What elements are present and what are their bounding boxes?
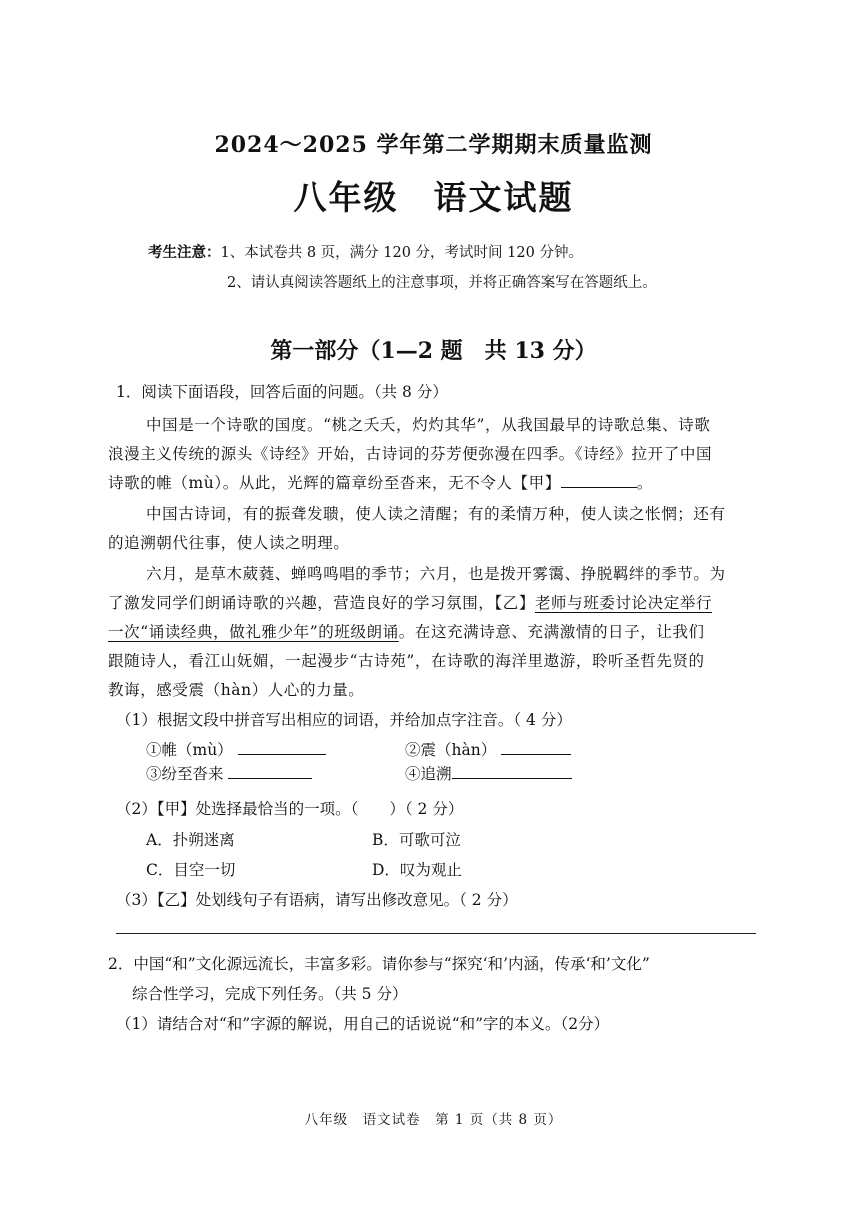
q2-sub-1: （1）请结合对“和”字源的解说，用自己的话说说“和”字的本义。（2分）	[116, 1015, 610, 1033]
blank-jia[interactable]	[561, 473, 637, 488]
answer-line[interactable]	[116, 933, 756, 934]
q1-sub-1-item-a-label: ①帷（mù）	[146, 741, 233, 759]
q1-paragraph-3-line-4: 跟随诗人，看江山妩媚，一起漫步“古诗苑”，在诗歌的海洋里遨游，聆听圣哲先贤的	[108, 652, 705, 670]
option-b: B．可歌可泣	[372, 831, 461, 849]
q1-paragraph-3-line-2	[108, 591, 712, 613]
q1-paragraph-2-line-1: 中国古诗词，有的振聋发聩，使人读之清醒；有的柔情万种，使人读之怅惘；还有	[146, 505, 726, 523]
exam-title-term: 2024～2025 学年第二学期期末质量监测	[214, 132, 653, 158]
q1-sub-1: （1）根据文段中拼音写出相应的词语，并给加点字注音。（ 4 分）	[116, 711, 572, 729]
q1-sub-3: （3）【乙】处划线句子有语病，请写出修改意见。（ 2 分）	[116, 891, 518, 909]
q1-sub-1-item-b-label: ②震（hàn）	[405, 741, 497, 759]
q1-sub-1-item-b	[405, 738, 571, 760]
notice-item-2: 2、请认真阅读答题纸上的注意事项，并将正确答案写在答题纸上。	[227, 275, 657, 291]
underlined-sentence-part-2: 一次“诵读经典，做礼雅少年”的班级朗诵	[108, 623, 399, 641]
answer-blank-b[interactable]	[501, 740, 571, 755]
q1-paragraph-1-line-2: 浪漫主义传统的源头《诗经》开始，古诗词的芬芳便弥漫在四季。《诗经》拉开了中国	[108, 445, 713, 463]
q1-paragraph-3-line-3-text: 。在这充满诗意、充满激情的日子，让我们	[398, 623, 705, 641]
option-c: C．目空一切	[146, 861, 236, 879]
q1-paragraph-2-line-2: 的追溯朝代往事，使人读之明理。	[108, 534, 350, 552]
q1-paragraph-3-line-1: 六月，是草木葳蕤、蝉鸣鸣唱的季节；六月，也是拨开雾霭、挣脱羁绊的季节。为	[146, 565, 726, 583]
q1-paragraph-3-line-3	[108, 620, 705, 642]
exam-title-subject: 八年级 语文试题	[293, 178, 574, 217]
answer-blank-d[interactable]	[452, 764, 572, 779]
q1-sub-1-item-c	[146, 762, 312, 784]
q1-sub-1-item-d	[405, 762, 572, 784]
underlined-sentence-part-1: 老师与班委讨论决定举行	[534, 594, 713, 612]
option-a: A．扑朔迷离	[146, 831, 235, 849]
q1-paragraph-1-end: 。	[636, 474, 653, 492]
q1-paragraph-1-line-3	[108, 471, 653, 493]
answer-blank-a[interactable]	[238, 740, 326, 755]
question-2-stem-line-2: 综合性学习，完成下列任务。（共 5 分）	[132, 985, 408, 1003]
q1-paragraph-3-line-5: 教诲，感受震（hàn）人心的力量。	[108, 681, 365, 699]
q1-paragraph-1-line-1: 中国是一个诗歌的国度。“桃之夭夭，灼灼其华”，从我国最早的诗歌总集、诗歌	[146, 416, 711, 434]
q1-paragraph-3-line-2-text: 了激发同学们朗诵诗歌的兴趣，营造良好的学习氛围，【乙】	[108, 594, 535, 612]
notice-item-1: 1、本试卷共 8 页，满分 120 分，考试时间 120 分钟。	[220, 245, 583, 261]
q1-sub-1-item-a	[146, 738, 326, 760]
notice-line-1	[148, 241, 583, 262]
question-2-stem-line-1: 2．中国“和”文化源远流长，丰富多彩。请你参与“探究‘和’内涵，传承‘和’文化”	[108, 955, 650, 973]
notice-label: 考生注意：	[148, 244, 221, 261]
option-d: D．叹为观止	[372, 861, 462, 879]
q1-paragraph-1-line-3-text: 诗歌的帷（mù）。从此，光辉的篇章纷至沓来，无不令人【甲】	[108, 474, 561, 492]
q1-sub-2: （2）【甲】处选择最恰当的一项。（ ）（ 2 分）	[116, 800, 464, 818]
q1-sub-1-item-c-label: ③纷至沓来	[146, 765, 224, 783]
q1-sub-1-item-d-label: ④追溯	[405, 765, 452, 783]
part-heading: 第一部分（1—2 题 共 13 分）	[270, 338, 597, 364]
page-footer: 八年级 语文试卷 第 1 页（共 8 页）	[304, 1112, 563, 1128]
question-1-stem: 1．阅读下面语段，回答后面的问题。（共 8 分）	[116, 383, 448, 401]
answer-blank-c[interactable]	[228, 764, 312, 779]
